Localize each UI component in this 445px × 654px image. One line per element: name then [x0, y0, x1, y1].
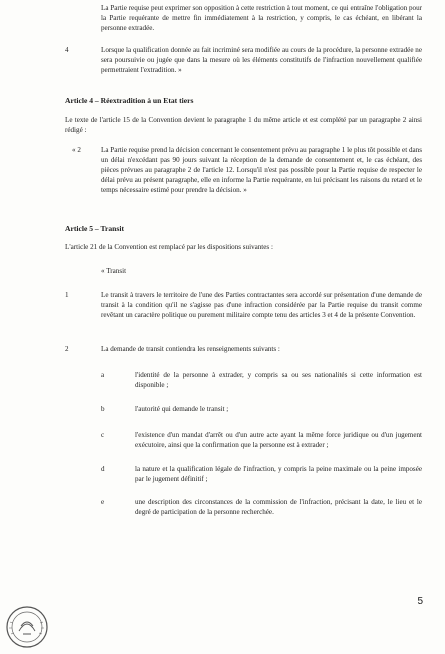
item-b: l'autorité qui demande le transit ;: [135, 405, 229, 413]
article-5-intro: L'article 21 de la Convention est remplacé par les dispositions suivantes :: [65, 243, 273, 251]
item-d: la nature et la qualification légale de l'infraction, y compris la peine maximale ou la peine imposée par le jugement définitif ;: [135, 465, 422, 483]
article-4-intro: Le texte de l'article 15 de la Convention devient le paragraphe 1 du même article et est complété par un paragraphe 2 ainsi rédigé :: [65, 116, 422, 134]
transit-paragraph-1: Le transit à travers le territoire de l'une des Parties contractantes sera accordé sur présentation d'une demande de transit à la condition qu'il ne s'agisse pas d'une infraction considérée par la Partie requise du transit comme revêtant un caractère politique ou purement militaire compte tenu des articles 3 et 4 de la présente Convention.: [101, 291, 422, 319]
paragraph-number-4: 4: [65, 46, 69, 54]
transit-number-1: 1: [65, 291, 69, 299]
paragraph-4: Lorsque la qualification donnée au fait incriminé sera modifiée au cours de la procédure, la personne extradée ne sera poursuivie ou jugée que dans la mesure où les éléments constitutifs de l'infraction nouvellement qualifiée permettraient l'extradition. »: [101, 46, 422, 74]
item-letter-b: b: [101, 405, 105, 413]
paragraph-number-2-quote: « 2: [72, 146, 81, 154]
item-a: l'identité de la personne à extrader, y compris sa ou ses nationalités si cette information est disponible ;: [135, 371, 422, 389]
item-letter-d: d: [101, 465, 105, 473]
transit-paragraph-2: La demande de transit contiendra les renseignements suivants :: [101, 345, 280, 353]
article-4-heading: Article 4 – Réextradition à un Etat tiers: [65, 96, 194, 105]
seal-stamp-icon: [4, 604, 50, 650]
article-5-heading: Article 5 – Transit: [65, 224, 124, 233]
paragraph-restriction-opposition: La Partie requise peut exprimer son opposition à cette restriction à tout moment, ce qui entraîne l'obligation pour la Partie requérante de mettre fin immédiatement à la restriction, y compris, le cas échéant, en libérant la personne extradée.: [101, 4, 422, 32]
item-e: une description des circonstances de la commission de l'infraction, précisant la date, le lieu et le degré de participation de la personne recherchée.: [135, 498, 422, 516]
item-c: l'existence d'un mandat d'arrêt ou d'un autre acte ayant la même force juridique ou d'un jugement exécutoire, ainsi que la confirmation que la personne est à extrader ;: [135, 431, 422, 449]
item-letter-a: a: [101, 371, 105, 379]
article-4-paragraph-2: La Partie requise prend la décision concernant le consentement prévu au paragraphe 1 le plus tôt possible et dans un délai n'excédant pas 90 jours suivant la réception de la demande de consentement et, le cas échéant, des pièces prévues au paragraphe 2 de l'article 12. Lorsqu'il n'est pas possible pour la Partie requise de respecter le délai prévu au présent paragraphe, elle en informe la Partie requérante, en lui précisant les raisons du retard et le temps nécessaire estimé pour prendre la décision. »: [101, 146, 422, 194]
transit-number-2: 2: [65, 345, 69, 353]
item-letter-e: e: [101, 498, 105, 506]
item-letter-c: c: [101, 431, 105, 439]
page-number: 5: [417, 596, 423, 607]
transit-title: « Transit: [101, 267, 127, 275]
